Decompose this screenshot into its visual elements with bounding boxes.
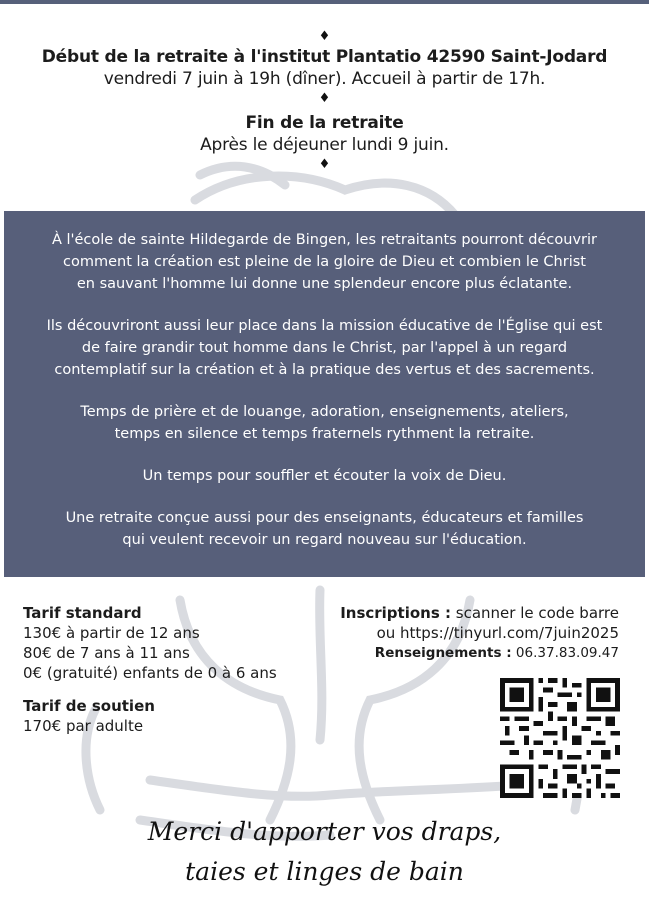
text-line: Un temps pour souffler et écouter la voix de Dieu. [142, 468, 507, 484]
text-line: Temps de prière et de louange, adoration, enseignements, ateliers, [80, 404, 569, 420]
inscriptions-url[interactable]: ou https://tinyurl.com/7juin2025 [376, 624, 619, 642]
inscriptions [340, 603, 619, 663]
diamond-icon: ♦ [318, 29, 331, 44]
diamond-icon: ♦ [318, 157, 331, 172]
header [0, 28, 649, 174]
tarifs [23, 603, 277, 736]
tarif-line: 0€ (gratuité) enfants de 0 à 6 ans [23, 664, 277, 682]
end-title: Fin de la retraite [245, 113, 404, 133]
start-title: Début de la retraite à l'institut Plantatio 42590 Saint-Jodard [41, 47, 608, 67]
paragraph-enseignants [4, 507, 645, 551]
start-date: vendredi 7 juin à 19h (dîner). Accueil à partir de 17h. [103, 69, 546, 89]
paragraph-temps [4, 401, 645, 445]
description-band [4, 211, 645, 577]
tarif-standard-label: Tarif standard [23, 604, 142, 622]
tarif-line: 80€ de 7 ans à 11 ans [23, 644, 190, 662]
text-line: en sauvant l'homme lui donne une splendeur encore plus éclatante. [76, 276, 573, 292]
inscriptions-label: Inscriptions : [340, 604, 451, 622]
renseignements-phone: 06.37.83.09.47 [511, 645, 619, 661]
renseignements-label: Renseignements : [374, 645, 512, 661]
text-line: comment la création est pleine de la gloire de Dieu et combien le Christ [63, 254, 586, 270]
inscriptions-text: scanner le code barre [451, 604, 619, 622]
tarif-line: 130€ à partir de 12 ans [23, 624, 200, 642]
text-line: contemplatif sur la création et à la pratique des vertus et des sacrements. [54, 362, 595, 378]
diamond-icon: ♦ [318, 91, 331, 106]
text-line: de faire grandir tout homme dans le Christ, par l'appel à un regard [81, 340, 568, 356]
text-line: qui veulent recevoir un regard nouveau sur l'éducation. [122, 532, 527, 548]
end-text: Après le déjeuner lundi 9 juin. [200, 135, 449, 155]
closing-line-1: Merci d'apporter vos draps, [147, 817, 502, 846]
text-line: Ils découvriront aussi leur place dans la mission éducative de l'Église qui est [46, 318, 603, 334]
tarif-line: 170€ par adulte [23, 717, 144, 735]
closing-note [0, 812, 649, 892]
closing-line-2: taies et linges de bain [185, 857, 464, 886]
paragraph-mission [4, 315, 645, 381]
qr-code-icon[interactable] [500, 678, 620, 798]
paragraph-hildegarde [4, 229, 645, 295]
paragraph-souffler [4, 465, 645, 487]
text-line: Une retraite conçue aussi pour des enseignants, éducateurs et familles [65, 510, 584, 526]
tarif-soutien-label: Tarif de soutien [23, 697, 155, 715]
text-line: À l'école de sainte Hildegarde de Bingen, les retraitants pourront découvrir [51, 232, 598, 248]
text-line: temps en silence et temps fraternels rythment la retraite. [114, 426, 535, 442]
